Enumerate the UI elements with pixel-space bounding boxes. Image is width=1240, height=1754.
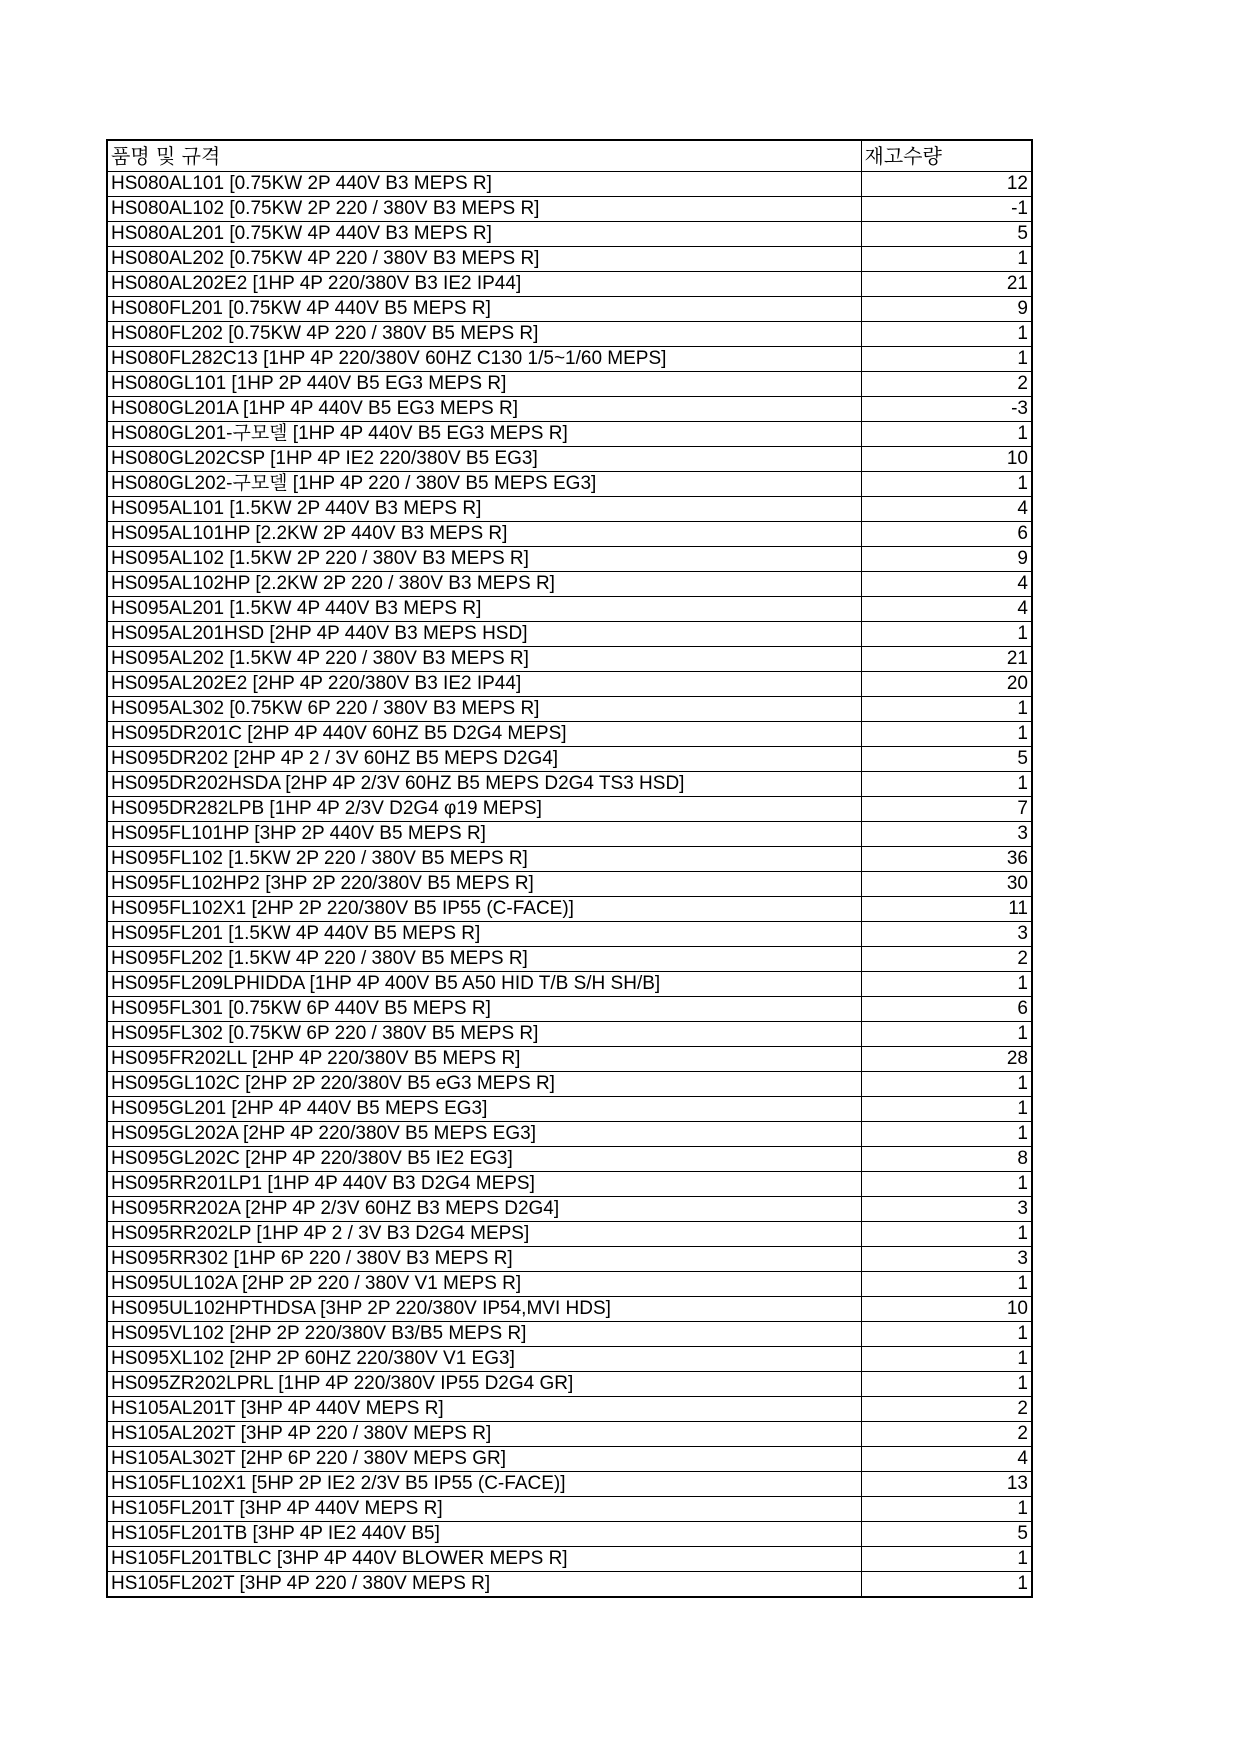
table-row	[107, 1247, 1032, 1272]
column-header-name: 품명 및 규격	[107, 140, 861, 172]
stock-quantity-cell: 8	[861, 1147, 1032, 1172]
item-name-cell: HS095FL201 [1.5KW 4P 440V B5 MEPS R]	[107, 922, 861, 947]
table-row	[107, 272, 1032, 297]
table-row	[107, 472, 1032, 497]
item-name-cell: HS095GL202A [2HP 4P 220/380V B5 MEPS EG3]	[107, 1122, 861, 1147]
table-row	[107, 722, 1032, 747]
stock-quantity-cell: 10	[861, 1297, 1032, 1322]
stock-quantity-cell: 2	[861, 947, 1032, 972]
table-row	[107, 547, 1032, 572]
item-name-cell: HS080AL101 [0.75KW 2P 440V B3 MEPS R]	[107, 172, 861, 197]
table-row	[107, 1122, 1032, 1147]
table-row	[107, 772, 1032, 797]
stock-quantity-cell: 1	[861, 1072, 1032, 1097]
table-row	[107, 922, 1032, 947]
stock-quantity-cell: 1	[861, 1497, 1032, 1522]
item-name-cell: HS095AL102HP [2.2KW 2P 220 / 380V B3 MEPS R]	[107, 572, 861, 597]
table-row	[107, 1422, 1032, 1447]
table-row	[107, 672, 1032, 697]
item-name-cell: HS095AL202 [1.5KW 4P 220 / 380V B3 MEPS R]	[107, 647, 861, 672]
table-row	[107, 1497, 1032, 1522]
stock-quantity-cell: 36	[861, 847, 1032, 872]
item-name-cell: HS095DR202HSDA [2HP 4P 2/3V 60HZ B5 MEPS D2G4 TS3 HSD]	[107, 772, 861, 797]
item-name-cell: HS095UL102A [2HP 2P 220 / 380V V1 MEPS R]	[107, 1272, 861, 1297]
item-name-cell: HS095AL202E2 [2HP 4P 220/380V B3 IE2 IP44]	[107, 672, 861, 697]
table-row	[107, 1072, 1032, 1097]
item-name-cell: HS095ZR202LPRL [1HP 4P 220/380V IP55 D2G4 GR]	[107, 1372, 861, 1397]
item-name-cell: HS105AL302T [2HP 6P 220 / 380V MEPS GR]	[107, 1447, 861, 1472]
table-row	[107, 1472, 1032, 1497]
table-row	[107, 1172, 1032, 1197]
item-name-cell: HS095RR202A [2HP 4P 2/3V 60HZ B3 MEPS D2G4]	[107, 1197, 861, 1222]
table-row	[107, 297, 1032, 322]
table-row	[107, 1572, 1032, 1598]
inventory-table	[106, 139, 1033, 1598]
item-name-cell: HS080AL202 [0.75KW 4P 220 / 380V B3 MEPS R]	[107, 247, 861, 272]
table-row	[107, 997, 1032, 1022]
item-name-cell: HS105FL102X1 [5HP 2P IE2 2/3V B5 IP55 (C-FACE)]	[107, 1472, 861, 1497]
table-row	[107, 422, 1032, 447]
stock-quantity-cell: 13	[861, 1472, 1032, 1497]
item-name-cell: HS080GL201A [1HP 4P 440V B5 EG3 MEPS R]	[107, 397, 861, 422]
table-row	[107, 1272, 1032, 1297]
stock-quantity-cell: 11	[861, 897, 1032, 922]
stock-quantity-cell: 3	[861, 1247, 1032, 1272]
item-name-cell: HS095GL201 [2HP 4P 440V B5 MEPS EG3]	[107, 1097, 861, 1122]
item-name-cell: HS095UL102HPTHDSA [3HP 2P 220/380V IP54,MVI HDS]	[107, 1297, 861, 1322]
stock-quantity-cell: 1	[861, 247, 1032, 272]
table-row	[107, 1397, 1032, 1422]
stock-quantity-cell: 5	[861, 747, 1032, 772]
item-name-cell: HS095XL102 [2HP 2P 60HZ 220/380V V1 EG3]	[107, 1347, 861, 1372]
table-row	[107, 697, 1032, 722]
table-row	[107, 897, 1032, 922]
item-name-cell: HS095FL102X1 [2HP 2P 220/380V B5 IP55 (C-FACE)]	[107, 897, 861, 922]
table-row	[107, 1372, 1032, 1397]
stock-quantity-cell: 7	[861, 797, 1032, 822]
table-row	[107, 622, 1032, 647]
item-name-cell: HS095FR202LL [2HP 4P 220/380V B5 MEPS R]	[107, 1047, 861, 1072]
table-row	[107, 1297, 1032, 1322]
item-name-cell: HS080GL201-구모델 [1HP 4P 440V B5 EG3 MEPS R]	[107, 422, 861, 447]
table-row	[107, 647, 1032, 672]
table-row	[107, 972, 1032, 997]
table-row	[107, 197, 1032, 222]
item-name-cell: HS095RR302 [1HP 6P 220 / 380V B3 MEPS R]	[107, 1247, 861, 1272]
stock-quantity-cell: 1	[861, 1097, 1032, 1122]
header-row	[107, 140, 1032, 172]
item-name-cell: HS095AL101HP [2.2KW 2P 440V B3 MEPS R]	[107, 522, 861, 547]
item-name-cell: HS105AL201T [3HP 4P 440V MEPS R]	[107, 1397, 861, 1422]
stock-quantity-cell: 1	[861, 972, 1032, 997]
stock-quantity-cell: 28	[861, 1047, 1032, 1072]
item-name-cell: HS095AL102 [1.5KW 2P 220 / 380V B3 MEPS R]	[107, 547, 861, 572]
item-name-cell: HS080AL102 [0.75KW 2P 220 / 380V B3 MEPS R]	[107, 197, 861, 222]
stock-quantity-cell: 1	[861, 422, 1032, 447]
stock-quantity-cell: 1	[861, 1172, 1032, 1197]
item-name-cell: HS095DR202 [2HP 4P 2 / 3V 60HZ B5 MEPS D2G4]	[107, 747, 861, 772]
stock-quantity-cell: 30	[861, 872, 1032, 897]
item-name-cell: HS095FL102HP2 [3HP 2P 220/380V B5 MEPS R]	[107, 872, 861, 897]
table-row	[107, 847, 1032, 872]
table-row	[107, 572, 1032, 597]
item-name-cell: HS095FL102 [1.5KW 2P 220 / 380V B5 MEPS R]	[107, 847, 861, 872]
item-name-cell: HS080FL282C13 [1HP 4P 220/380V 60HZ C130 1/5~1/60 MEPS]	[107, 347, 861, 372]
item-name-cell: HS095GL102C [2HP 2P 220/380V B5 eG3 MEPS R]	[107, 1072, 861, 1097]
stock-quantity-cell: 1	[861, 722, 1032, 747]
stock-quantity-cell: 1	[861, 1122, 1032, 1147]
stock-quantity-cell: 3	[861, 822, 1032, 847]
item-name-cell: HS105FL202T [3HP 4P 220 / 380V MEPS R]	[107, 1572, 861, 1598]
stock-quantity-cell: 21	[861, 647, 1032, 672]
table-header	[107, 140, 1032, 172]
stock-quantity-cell: 3	[861, 1197, 1032, 1222]
stock-quantity-cell: 2	[861, 372, 1032, 397]
table-row	[107, 872, 1032, 897]
item-name-cell: HS080AL201 [0.75KW 4P 440V B3 MEPS R]	[107, 222, 861, 247]
stock-quantity-cell: 1	[861, 347, 1032, 372]
stock-quantity-cell: 1	[861, 1547, 1032, 1572]
stock-quantity-cell: 1	[861, 697, 1032, 722]
item-name-cell: HS105AL202T [3HP 4P 220 / 380V MEPS R]	[107, 1422, 861, 1447]
table-row	[107, 1147, 1032, 1172]
stock-quantity-cell: 4	[861, 597, 1032, 622]
item-name-cell: HS095FL202 [1.5KW 4P 220 / 380V B5 MEPS R]	[107, 947, 861, 972]
stock-quantity-cell: 5	[861, 222, 1032, 247]
table-row	[107, 947, 1032, 972]
table-row	[107, 172, 1032, 197]
stock-quantity-cell: 1	[861, 1322, 1032, 1347]
table-row	[107, 822, 1032, 847]
table-row	[107, 1047, 1032, 1072]
stock-quantity-cell: 9	[861, 297, 1032, 322]
stock-quantity-cell: 4	[861, 1447, 1032, 1472]
item-name-cell: HS095FL302 [0.75KW 6P 220 / 380V B5 MEPS R]	[107, 1022, 861, 1047]
stock-quantity-cell: 4	[861, 572, 1032, 597]
stock-quantity-cell: 2	[861, 1397, 1032, 1422]
item-name-cell: HS095AL101 [1.5KW 2P 440V B3 MEPS R]	[107, 497, 861, 522]
table-row	[107, 522, 1032, 547]
stock-quantity-cell: 1	[861, 1272, 1032, 1297]
item-name-cell: HS105FL201TB [3HP 4P IE2 440V B5]	[107, 1522, 861, 1547]
item-name-cell: HS095AL302 [0.75KW 6P 220 / 380V B3 MEPS R]	[107, 697, 861, 722]
stock-quantity-cell: 2	[861, 1422, 1032, 1447]
stock-quantity-cell: 3	[861, 922, 1032, 947]
table-row	[107, 597, 1032, 622]
stock-quantity-cell: 1	[861, 1572, 1032, 1598]
item-name-cell: HS095FL101HP [3HP 2P 440V B5 MEPS R]	[107, 822, 861, 847]
table-row	[107, 1197, 1032, 1222]
stock-quantity-cell: 1	[861, 472, 1032, 497]
table-row	[107, 747, 1032, 772]
item-name-cell: HS095RR201LP1 [1HP 4P 440V B3 D2G4 MEPS]	[107, 1172, 861, 1197]
item-name-cell: HS095FL301 [0.75KW 6P 440V B5 MEPS R]	[107, 997, 861, 1022]
table-row	[107, 797, 1032, 822]
table-row	[107, 497, 1032, 522]
stock-quantity-cell: 9	[861, 547, 1032, 572]
table-row	[107, 1022, 1032, 1047]
table-body	[107, 172, 1032, 1598]
stock-quantity-cell: 6	[861, 522, 1032, 547]
table-row	[107, 447, 1032, 472]
item-name-cell: HS080AL202E2 [1HP 4P 220/380V B3 IE2 IP44]	[107, 272, 861, 297]
table-row	[107, 247, 1032, 272]
item-name-cell: HS105FL201T [3HP 4P 440V MEPS R]	[107, 1497, 861, 1522]
table-row	[107, 1322, 1032, 1347]
item-name-cell: HS105FL201TBLC [3HP 4P 440V BLOWER MEPS R]	[107, 1547, 861, 1572]
stock-quantity-cell: -3	[861, 397, 1032, 422]
column-header-qty: 재고수량	[861, 140, 1032, 172]
item-name-cell: HS095GL202C [2HP 4P 220/380V B5 IE2 EG3]	[107, 1147, 861, 1172]
table-row	[107, 1547, 1032, 1572]
stock-quantity-cell: 1	[861, 1347, 1032, 1372]
stock-quantity-cell: 1	[861, 1372, 1032, 1397]
table-row	[107, 397, 1032, 422]
stock-quantity-cell: -1	[861, 197, 1032, 222]
table-row	[107, 372, 1032, 397]
item-name-cell: HS095DR282LPB [1HP 4P 2/3V D2G4 φ19 MEPS]	[107, 797, 861, 822]
stock-quantity-cell: 1	[861, 622, 1032, 647]
stock-quantity-cell: 1	[861, 772, 1032, 797]
stock-quantity-cell: 1	[861, 1222, 1032, 1247]
stock-quantity-cell: 20	[861, 672, 1032, 697]
stock-quantity-cell: 4	[861, 497, 1032, 522]
item-name-cell: HS080FL202 [0.75KW 4P 220 / 380V B5 MEPS R]	[107, 322, 861, 347]
item-name-cell: HS080GL101 [1HP 2P 440V B5 EG3 MEPS R]	[107, 372, 861, 397]
item-name-cell: HS095RR202LP [1HP 4P 2 / 3V B3 D2G4 MEPS]	[107, 1222, 861, 1247]
item-name-cell: HS095FL209LPHIDDA [1HP 4P 400V B5 A50 HID T/B S/H SH/B]	[107, 972, 861, 997]
stock-quantity-cell: 1	[861, 1022, 1032, 1047]
stock-quantity-cell: 6	[861, 997, 1032, 1022]
item-name-cell: HS080GL202-구모델 [1HP 4P 220 / 380V B5 MEPS EG3]	[107, 472, 861, 497]
stock-quantity-cell: 10	[861, 447, 1032, 472]
item-name-cell: HS095AL201 [1.5KW 4P 440V B3 MEPS R]	[107, 597, 861, 622]
item-name-cell: HS095VL102 [2HP 2P 220/380V B3/B5 MEPS R]	[107, 1322, 861, 1347]
item-name-cell: HS080FL201 [0.75KW 4P 440V B5 MEPS R]	[107, 297, 861, 322]
table-row	[107, 1347, 1032, 1372]
item-name-cell: HS095AL201HSD [2HP 4P 440V B3 MEPS HSD]	[107, 622, 861, 647]
stock-quantity-cell: 5	[861, 1522, 1032, 1547]
item-name-cell: HS080GL202CSP [1HP 4P IE2 220/380V B5 EG3]	[107, 447, 861, 472]
stock-quantity-cell: 21	[861, 272, 1032, 297]
table-row	[107, 1522, 1032, 1547]
stock-quantity-cell: 1	[861, 322, 1032, 347]
item-name-cell: HS095DR201C [2HP 4P 440V 60HZ B5 D2G4 MEPS]	[107, 722, 861, 747]
table-row	[107, 1447, 1032, 1472]
table-row	[107, 1222, 1032, 1247]
table-row	[107, 1097, 1032, 1122]
table-row	[107, 347, 1032, 372]
inventory-sheet	[106, 139, 1031, 1598]
stock-quantity-cell: 12	[861, 172, 1032, 197]
table-row	[107, 222, 1032, 247]
table-row	[107, 322, 1032, 347]
